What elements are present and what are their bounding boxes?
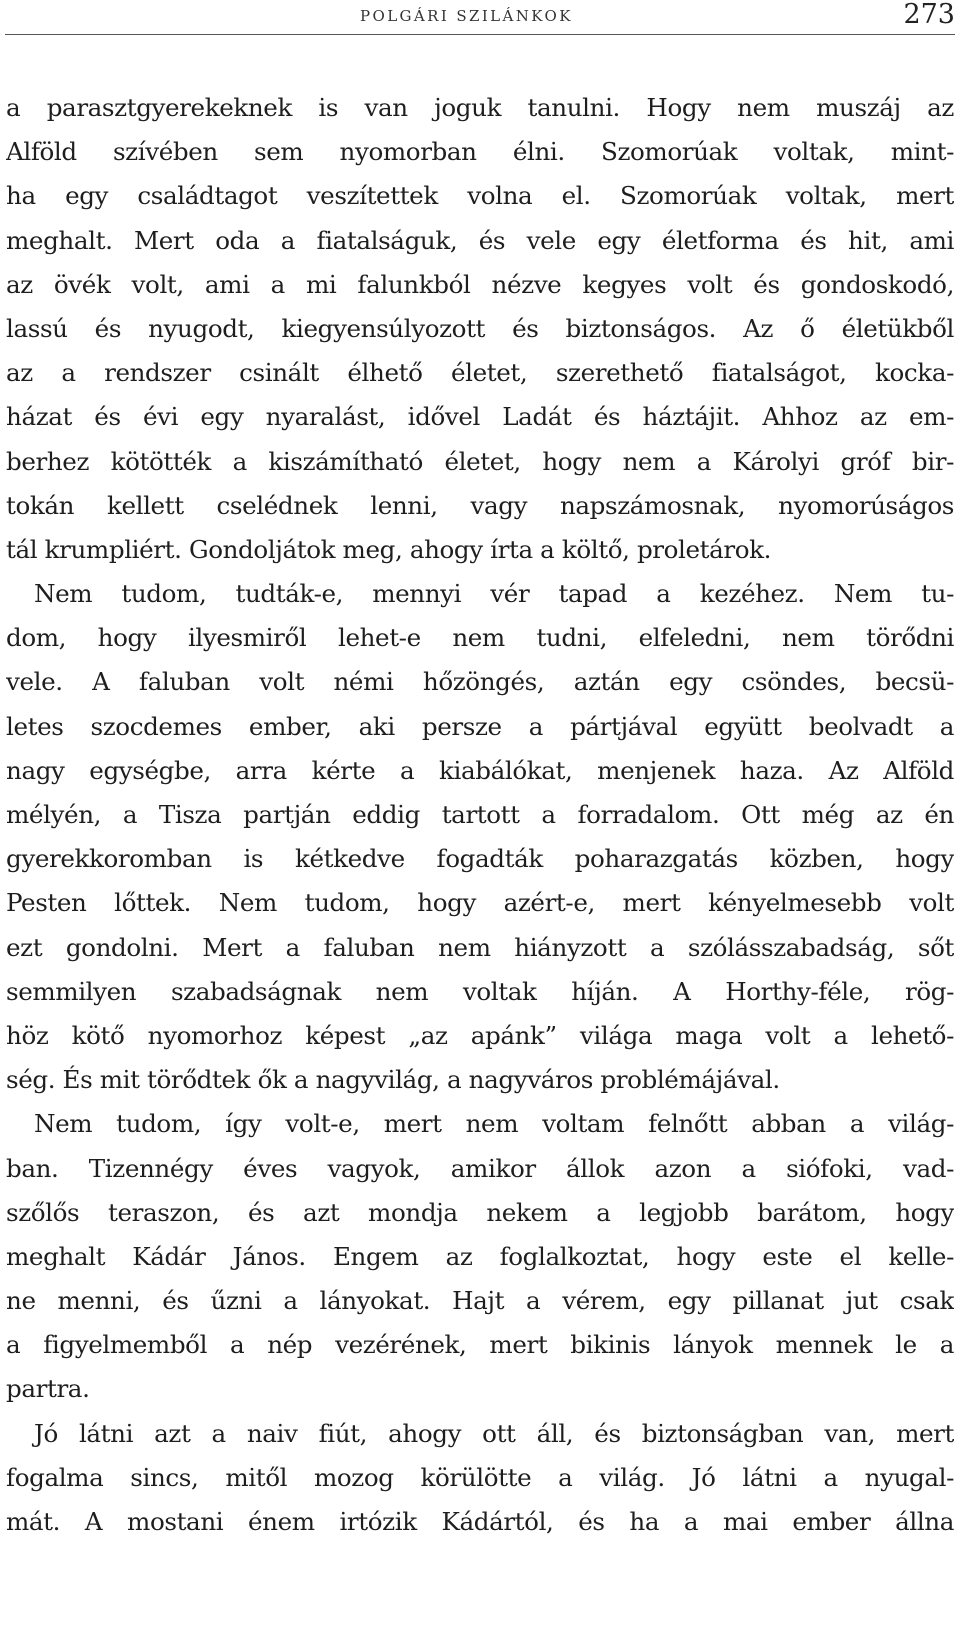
text-line: tál krumpliért. Gondoljátok meg, ahogy írta a költő, proletárok. [6,534,772,564]
text-line: házat és évi egy nyaralást, idővel Ladát és háztájit. Ahhoz az em- [6,402,954,432]
text-line: meghalt. Mert oda a fiatalságuk, és vele egy életforma és hit, ami [6,225,954,255]
text-line: nagy egységbe, arra kérte a kiabálókat, menjenek haza. Az Alföld [6,755,954,785]
body-text [6,86,954,1544]
text-line: Pesten lőttek. Nem tudom, hogy azért-e, mert kényelmesebb volt [6,888,954,918]
text-line: letes szocdemes ember, aki persze a pártjával együtt beolvadt a [6,711,954,741]
text-line: mát. A mostani énem irtózik Kádártól, és ha a mai ember állna [6,1507,954,1536]
text-line: Nem tudom, így volt-e, mert nem voltam felnőtt abban a világ- [34,1109,954,1139]
running-head: POLGÁRI SZILÁNKOK [360,7,573,25]
text-line: berhez kötötték a kiszámítható életet, hogy nem a Károlyi gróf bir- [6,446,954,476]
text-line: a parasztgyerekeknek is van joguk tanulni. Hogy nem muszáj az [6,93,954,122]
text-line: ezt gondolni. Mert a faluban nem hiányzott a szólásszabadság, sőt [6,932,954,962]
header-rule [5,34,955,35]
text-line: Jó látni azt a naiv fiút, ahogy ott áll, és biztonságban van, mert [34,1418,954,1448]
text-line: vele. A faluban volt némi hőzöngés, aztán egy csöndes, becsü- [6,667,954,697]
text-line: tokán kellett cselédnek lenni, vagy napszámosnak, nyomorúságos [6,490,954,520]
text-line: höz kötő nyomorhoz képest „az apánk” világa maga volt a lehető- [6,1020,954,1050]
text-line: Alföld szívében sem nyomorban élni. Szomorúak voltak, mint- [6,137,954,167]
text-line: partra. [6,1374,90,1404]
page-number: 273 [903,0,955,30]
text-line: ban. Tizennégy éves vagyok, amikor állok azon a siófoki, vad- [6,1153,954,1183]
text-line: az a rendszer csinált élhető életet, szerethető fiatalságot, kocka- [6,358,954,388]
text-line: ha egy családtagot veszítettek volna el. Szomorúak voltak, mert [6,181,954,211]
text-line: gyerekkoromban is kétkedve fogadták poharazgatás közben, hogy [6,844,954,874]
text-line: az övék volt, ami a mi falunkból nézve kegyes volt és gondoskodó, [6,269,954,299]
page-header [0,0,960,36]
text-line: fogalma sincs, mitől mozog körülötte a világ. Jó látni a nyugal- [6,1462,954,1492]
text-line: a figyelmemből a nép vezérének, mert bikinis lányok mennek le a [6,1330,954,1360]
text-line: ség. És mit törődtek ők a nagyvilág, a nagyváros problémájával. [6,1065,780,1095]
text-line: Nem tudom, tudták-e, mennyi vér tapad a kezéhez. Nem tu- [34,579,954,609]
text-line: dom, hogy ilyesmiről lehet-e nem tudni, elfeledni, nem törődni [6,623,954,653]
text-line: mélyén, a Tisza partján eddig tartott a forradalom. Ott még az én [6,800,954,829]
text-line: szőlős teraszon, és azt mondja nekem a legjobb barátom, hogy [6,1197,954,1227]
text-line: ne menni, és űzni a lányokat. Hajt a vérem, egy pillanat jut csak [6,1286,954,1316]
text-line: semmilyen szabadságnak nem voltak híján. A Horthy-féle, rög- [6,976,954,1006]
text-line: meghalt Kádár János. Engem az foglalkoztat, hogy este el kelle- [6,1241,954,1271]
text-line: lassú és nyugodt, kiegyensúlyozott és biztonságos. Az ő életükből [6,313,954,343]
